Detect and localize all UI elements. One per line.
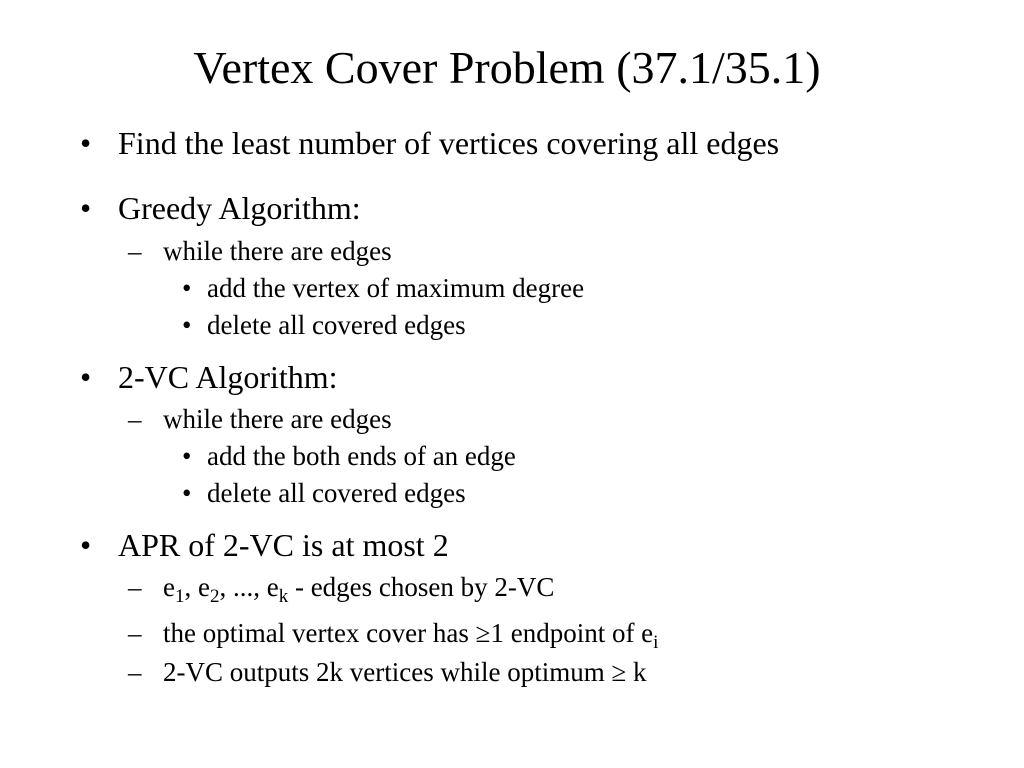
dash-icon: – — [128, 657, 142, 687]
bullet-icon: • — [182, 273, 192, 303]
subscript: k — [278, 586, 289, 607]
subscript: i — [653, 632, 659, 653]
subscript: 1 — [174, 586, 185, 607]
bullet-text: APR of 2-VC is at most 2 — [118, 527, 449, 563]
bullet-icon: • — [80, 359, 92, 395]
sub-sub-bullet-text: delete all covered edges — [207, 310, 466, 340]
dash-icon: – — [128, 236, 142, 266]
sub-bullet-text — [163, 616, 659, 653]
bullet-icon: • — [182, 478, 192, 508]
bullet-icon: • — [80, 527, 92, 563]
bullet-icon: • — [182, 310, 192, 340]
text-run: the optimal vertex cover has ≥1 endpoint of e — [163, 618, 654, 648]
sub-sub-bullet-text: add the both ends of an edge — [207, 441, 516, 471]
sub-bullet-text — [163, 570, 555, 607]
text-run: - edges chosen by 2-VC — [288, 572, 555, 602]
bullet-icon: • — [80, 190, 92, 226]
sub-sub-bullet-text: delete all covered edges — [207, 478, 466, 508]
dash-icon: – — [128, 404, 142, 434]
bullet-text: 2-VC Algorithm: — [118, 359, 338, 395]
bullet-icon: • — [80, 125, 92, 161]
text-run: e — [163, 572, 175, 602]
sub-bullet-text: while there are edges — [163, 404, 392, 434]
text-run: , ..., e — [219, 572, 279, 602]
sub-bullet-text: while there are edges — [163, 236, 392, 266]
sub-sub-bullet-text: add the vertex of maximum degree — [207, 273, 585, 303]
text-run: , e — [184, 572, 210, 602]
subscript: 2 — [209, 586, 220, 607]
bullet-icon: • — [182, 441, 192, 471]
sub-bullet-text: 2-VC outputs 2k vertices while optimum ≥ k — [163, 657, 647, 687]
slide-title: Vertex Cover Problem (37.1/35.1) — [193, 42, 821, 93]
bullet-text: Find the least number of vertices covering all edges — [118, 125, 780, 161]
dash-icon: – — [128, 618, 142, 648]
bullet-text: Greedy Algorithm: — [118, 190, 361, 226]
dash-icon: – — [128, 572, 142, 602]
